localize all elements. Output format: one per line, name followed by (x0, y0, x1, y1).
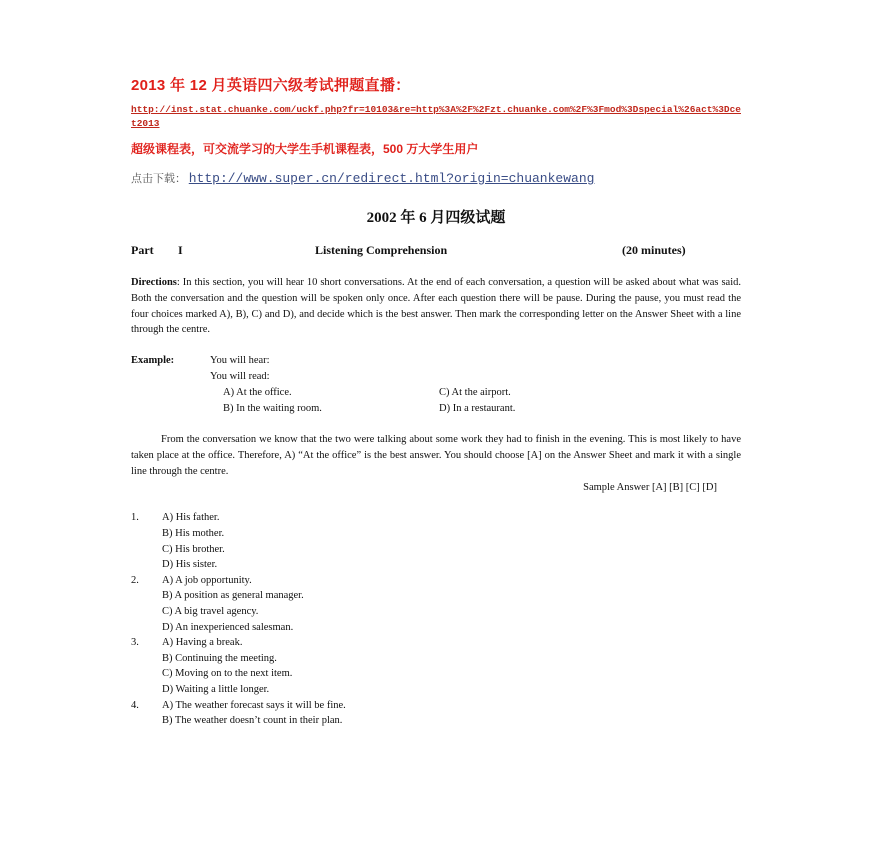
question-option: D) His sister. (162, 559, 218, 571)
question-option: A) The weather forecast says it will be fine. (162, 699, 346, 711)
exam-title: 2002 年 6 月四级试题 (366, 210, 506, 226)
question-option: D) Waiting a little longer. (162, 683, 270, 695)
example-option-d: D) In a restaurant. (439, 402, 516, 414)
question-item (131, 698, 741, 729)
question-number: 2. (131, 574, 139, 586)
directions-text: : In this section, you will hear 10 short conversations. At the end of each conversation, a question will be asked about what was said. Both the conversation and the question will be spoken only once. After each question there will be pause. During the pause, you must read the four choices marked A), B), C) and D), and decide which is the best answer. Then mark the corresponding letter on the Answer Sheet with a line through the centre. (131, 277, 741, 336)
part-heading (131, 243, 741, 261)
sample-answer: Sample Answer [A] [B] [C] [D] (583, 481, 717, 493)
promo-title: 2013 年 12 月英语四六级考试押题直播： (131, 77, 411, 94)
question-option: B) His mother. (162, 527, 225, 539)
question-option: D) An inexperienced salesman. (162, 621, 294, 633)
example-label: Example: (131, 355, 175, 367)
question-option: C) His brother. (162, 543, 225, 555)
question-item (131, 573, 741, 635)
question-item (131, 510, 741, 572)
question-number: 3. (131, 637, 139, 649)
question-option: B) Continuing the meeting. (162, 652, 277, 664)
question-option: C) A big travel agency. (162, 605, 259, 617)
example-option-b: B) In the waiting room. (223, 402, 322, 414)
question-number: 1. (131, 512, 139, 524)
example-explanation: From the conversation we know that the two were talking about some work they had to finish in the evening. This is most likely to have taken place at the office. Therefore, A) “At the office” is the best answer. You should choose [A] on the Answer Sheet and mark it with a single line through the centre. (131, 434, 741, 477)
question-option: B) A position as general manager. (162, 590, 304, 602)
example-option-c: C) At the airport. (439, 386, 511, 398)
promo-link[interactable]: http://inst.stat.chuanke.com/uckf.php?fr=10103&re=http%3A%2F%2Fzt.chuanke.com%2F%3Fmod%3Dspecial%26act%3Dcet2013 (131, 104, 741, 129)
download-label: 点击下载： (131, 173, 186, 185)
question-option: C) Moving on to the next item. (162, 668, 293, 680)
directions-label: Directions (131, 277, 177, 288)
question-option: A) Having a break. (162, 637, 243, 649)
question-list (131, 510, 741, 728)
part-label: Part (131, 243, 154, 257)
download-link[interactable]: http://www.super.cn/redirect.html?origin=chuankewang (188, 171, 595, 186)
part-name: Listening Comprehension (315, 243, 448, 257)
example-read: You will read: (210, 370, 270, 382)
question-number: 4. (131, 699, 139, 711)
question-option: A) His father. (162, 512, 220, 524)
example-block (131, 353, 741, 417)
download-line (131, 170, 741, 188)
directions-paragraph (131, 275, 741, 338)
question-item (131, 635, 741, 697)
example-option-a: A) At the office. (223, 386, 292, 398)
document-page (131, 76, 741, 729)
promo-subtitle: 超级课程表，可交流学习的大学生手机课程表，500 万大学生用户 (131, 142, 479, 156)
question-option: B) The weather doesn’t count in their plan. (162, 715, 343, 727)
part-time: (20 minutes) (622, 243, 686, 257)
question-option: A) A job opportunity. (162, 574, 252, 586)
part-number: I (178, 243, 183, 257)
example-hear: You will hear: (210, 355, 270, 367)
